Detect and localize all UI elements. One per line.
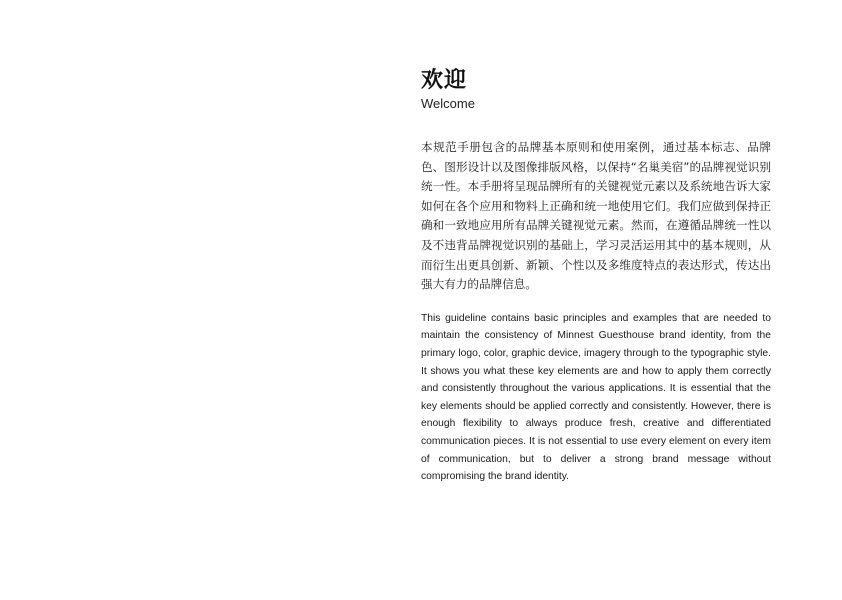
section-subtitle: Welcome [421,96,475,111]
welcome-section [421,66,771,486]
body-paragraph-english: This guideline contains basic principles and examples that are needed to maintain the consistency of Minnest Guesthouse brand identity, from the primary logo, color, graphic device, imagery through to the typographic style. It shows you what these key elements are and how to apply them correctly and consistently throughout the various applications. It is essential that the key elements should be applied correctly and consistently. However, there is enough flexibility to always produce fresh, creative and differentiated communication pieces. It is not essential to use every element on every item of communication, but to deliver a strong brand message without compromising the brand identity. [421,312,771,483]
body-paragraph-chinese: 本规范手册包含的品牌基本原则和使用案例，通过基本标志、品牌色、图形设计以及图像排版风格，以保持“名巢美宿”的品牌视觉识别统一性。本手册将呈现品牌所有的关键视觉元素以及系统地告诉大家如何在各个应用和物料上正确和统一地使用它们。我们应做到保持正确和一致地应用所有品牌关键视觉元素。然而，在遵循品牌统一性以及不违背品牌视觉识别的基础上，学习灵活运用其中的基本规则，从而衍生出更具创新、新颖、个性以及多维度特点的表达形式，传达出强大有力的品牌信息。 [421,140,771,292]
section-title: 欢迎 [421,68,468,93]
